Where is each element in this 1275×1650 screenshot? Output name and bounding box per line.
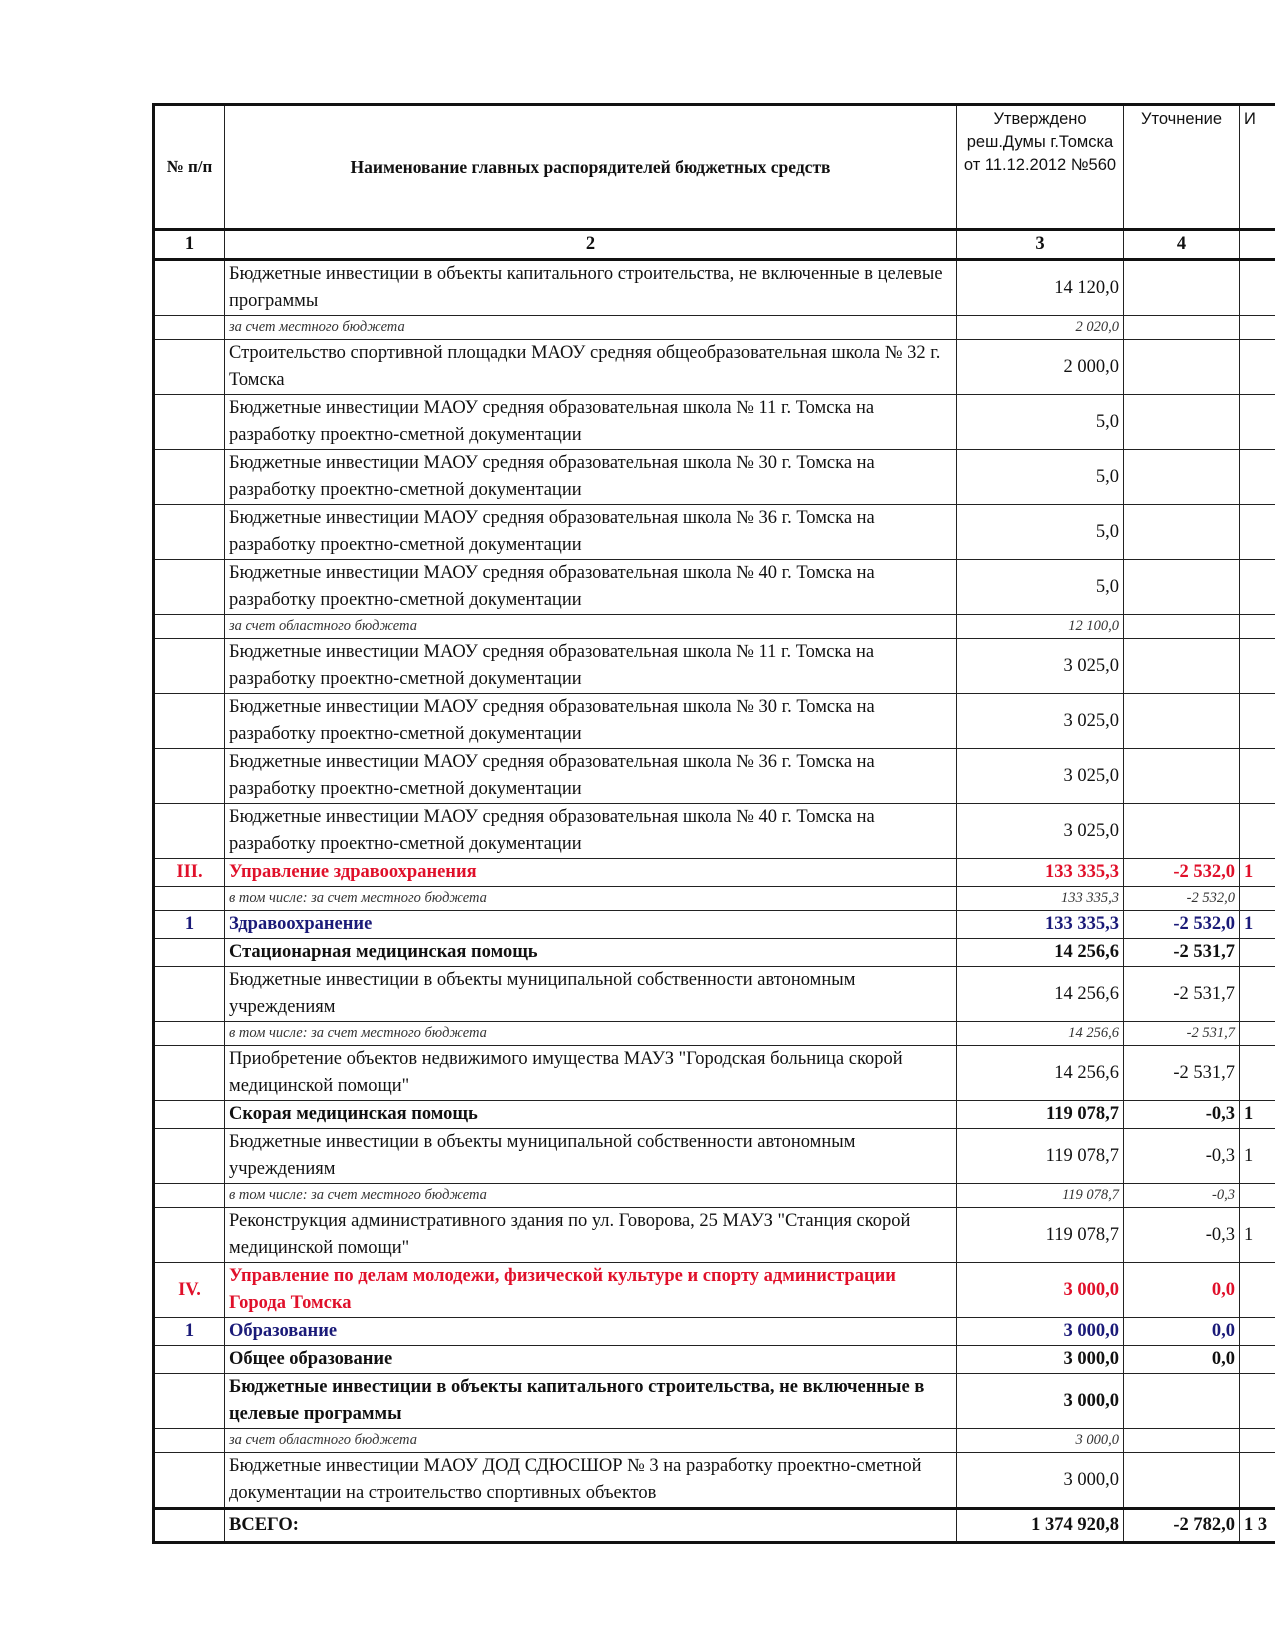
row-approved: 2 020,0 bbox=[957, 316, 1124, 340]
row-approved: 1 374 920,8 bbox=[957, 1509, 1124, 1543]
row-change bbox=[1124, 1374, 1240, 1429]
row-approved: 5,0 bbox=[957, 395, 1124, 450]
row-approved: 3 000,0 bbox=[957, 1263, 1124, 1318]
budget-table bbox=[152, 103, 1275, 1544]
table-row bbox=[154, 1184, 1275, 1208]
row-approved: 14 256,6 bbox=[957, 1022, 1124, 1046]
colnum-2: 2 bbox=[225, 230, 957, 260]
row-col5: 1 3 bbox=[1240, 1509, 1275, 1543]
row-col5 bbox=[1240, 967, 1275, 1022]
row-col5 bbox=[1240, 1022, 1275, 1046]
row-col5 bbox=[1240, 639, 1275, 694]
row-change: -0,3 bbox=[1124, 1101, 1240, 1129]
table-row bbox=[154, 1429, 1275, 1453]
row-approved: 133 335,3 bbox=[957, 911, 1124, 939]
row-name: Бюджетные инвестиции МАОУ средняя образовательная школа № 36 г. Томска на разработку проектно-сметной документации bbox=[225, 505, 957, 560]
row-col5 bbox=[1240, 749, 1275, 804]
row-number: 1 bbox=[154, 911, 225, 939]
table-row bbox=[154, 1509, 1275, 1543]
row-change: -2 532,0 bbox=[1124, 911, 1240, 939]
row-number bbox=[154, 1022, 225, 1046]
table-row bbox=[154, 615, 1275, 639]
table-row bbox=[154, 1046, 1275, 1101]
row-change: -0,3 bbox=[1124, 1129, 1240, 1184]
row-name: Бюджетные инвестиции МАОУ средняя образовательная школа № 40 г. Томска на разработку проектно-сметной документации bbox=[225, 804, 957, 859]
row-number bbox=[154, 1208, 225, 1263]
table-row bbox=[154, 804, 1275, 859]
row-approved: 119 078,7 bbox=[957, 1101, 1124, 1129]
row-col5 bbox=[1240, 1318, 1275, 1346]
row-name: в том числе: за счет местного бюджета bbox=[225, 1022, 957, 1046]
row-name: Бюджетные инвестиции МАОУ ДОД СДЮСШОР № 3 на разработку проектно-сметной документации на строительство спортивных объектов bbox=[225, 1453, 957, 1509]
row-approved: 119 078,7 bbox=[957, 1129, 1124, 1184]
row-col5 bbox=[1240, 1046, 1275, 1101]
row-change: -2 532,0 bbox=[1124, 887, 1240, 911]
row-change bbox=[1124, 1429, 1240, 1453]
row-number bbox=[154, 1453, 225, 1509]
row-approved: 12 100,0 bbox=[957, 615, 1124, 639]
table-row bbox=[154, 450, 1275, 505]
colnum-4: 4 bbox=[1124, 230, 1240, 260]
row-col5: 1 bbox=[1240, 911, 1275, 939]
row-name: Приобретение объектов недвижимого имущества МАУЗ "Городская больница скорой медицинской помощи" bbox=[225, 1046, 957, 1101]
colnum-5 bbox=[1240, 230, 1275, 260]
row-col5 bbox=[1240, 260, 1275, 316]
row-number bbox=[154, 639, 225, 694]
row-number bbox=[154, 939, 225, 967]
table-row bbox=[154, 316, 1275, 340]
table-row bbox=[154, 887, 1275, 911]
row-change: 0,0 bbox=[1124, 1263, 1240, 1318]
table-row bbox=[154, 1318, 1275, 1346]
row-approved: 133 335,3 bbox=[957, 859, 1124, 887]
row-number bbox=[154, 1509, 225, 1543]
row-number bbox=[154, 450, 225, 505]
row-name: Бюджетные инвестиции МАОУ средняя образовательная школа № 11 г. Томска на разработку проектно-сметной документации bbox=[225, 395, 957, 450]
row-number bbox=[154, 1374, 225, 1429]
row-approved: 133 335,3 bbox=[957, 887, 1124, 911]
row-number bbox=[154, 749, 225, 804]
row-change: -0,3 bbox=[1124, 1184, 1240, 1208]
row-col5 bbox=[1240, 1184, 1275, 1208]
row-approved: 119 078,7 bbox=[957, 1208, 1124, 1263]
row-name: за счет областного бюджета bbox=[225, 1429, 957, 1453]
row-col5 bbox=[1240, 887, 1275, 911]
row-number: III. bbox=[154, 859, 225, 887]
row-number bbox=[154, 560, 225, 615]
row-change: -2 782,0 bbox=[1124, 1509, 1240, 1543]
row-name: Бюджетные инвестиции в объекты муниципальной собственности автономным учреждениям bbox=[225, 1129, 957, 1184]
table-row bbox=[154, 1263, 1275, 1318]
row-col5 bbox=[1240, 316, 1275, 340]
row-approved: 3 000,0 bbox=[957, 1374, 1124, 1429]
row-name: Бюджетные инвестиции МАОУ средняя образовательная школа № 30 г. Томска на разработку проектно-сметной документации bbox=[225, 694, 957, 749]
row-approved: 3 000,0 bbox=[957, 1429, 1124, 1453]
row-col5: 1 bbox=[1240, 1129, 1275, 1184]
row-approved: 3 000,0 bbox=[957, 1346, 1124, 1374]
row-name: за счет местного бюджета bbox=[225, 316, 957, 340]
table-row bbox=[154, 1374, 1275, 1429]
row-number: IV. bbox=[154, 1263, 225, 1318]
row-approved: 5,0 bbox=[957, 450, 1124, 505]
row-col5 bbox=[1240, 1453, 1275, 1509]
row-name: в том числе: за счет местного бюджета bbox=[225, 887, 957, 911]
row-name: Скорая медицинская помощь bbox=[225, 1101, 957, 1129]
row-change: -2 531,7 bbox=[1124, 939, 1240, 967]
row-name: Строительство спортивной площадки МАОУ средняя общеобразовательная школа № 32 г. Томска bbox=[225, 340, 957, 395]
row-change bbox=[1124, 450, 1240, 505]
row-change bbox=[1124, 749, 1240, 804]
row-approved: 3 000,0 bbox=[957, 1318, 1124, 1346]
row-change: 0,0 bbox=[1124, 1318, 1240, 1346]
row-name: в том числе: за счет местного бюджета bbox=[225, 1184, 957, 1208]
row-number: 1 bbox=[154, 1318, 225, 1346]
colnum-1: 1 bbox=[154, 230, 225, 260]
row-number bbox=[154, 967, 225, 1022]
row-change: 0,0 bbox=[1124, 1346, 1240, 1374]
row-name: Общее образование bbox=[225, 1346, 957, 1374]
row-col5 bbox=[1240, 450, 1275, 505]
row-col5 bbox=[1240, 939, 1275, 967]
row-col5: 1 bbox=[1240, 859, 1275, 887]
table-row bbox=[154, 560, 1275, 615]
row-change: -2 531,7 bbox=[1124, 1046, 1240, 1101]
table-row bbox=[154, 340, 1275, 395]
table-row bbox=[154, 1101, 1275, 1129]
row-number bbox=[154, 1129, 225, 1184]
row-col5 bbox=[1240, 615, 1275, 639]
row-name: Бюджетные инвестиции в объекты муниципальной собственности автономным учреждениям bbox=[225, 967, 957, 1022]
row-number bbox=[154, 615, 225, 639]
row-approved: 3 025,0 bbox=[957, 694, 1124, 749]
row-approved: 14 256,6 bbox=[957, 1046, 1124, 1101]
table-row bbox=[154, 859, 1275, 887]
row-col5 bbox=[1240, 1263, 1275, 1318]
row-name: за счет областного бюджета bbox=[225, 615, 957, 639]
table-row bbox=[154, 939, 1275, 967]
table-row bbox=[154, 1346, 1275, 1374]
row-number bbox=[154, 1101, 225, 1129]
row-name: Управление по делам молодежи, физической культуре и спорту администрации Города Томска bbox=[225, 1263, 957, 1318]
row-change bbox=[1124, 260, 1240, 316]
table-row bbox=[154, 639, 1275, 694]
table-row bbox=[154, 1453, 1275, 1509]
row-approved: 3 025,0 bbox=[957, 749, 1124, 804]
row-change bbox=[1124, 1453, 1240, 1509]
row-change bbox=[1124, 505, 1240, 560]
table-row bbox=[154, 749, 1275, 804]
row-number bbox=[154, 395, 225, 450]
row-approved: 14 120,0 bbox=[957, 260, 1124, 316]
row-change: -0,3 bbox=[1124, 1208, 1240, 1263]
row-approved: 14 256,6 bbox=[957, 939, 1124, 967]
row-change bbox=[1124, 694, 1240, 749]
header-approved: Утверждено реш.Думы г.Томска от 11.12.2012 №560 bbox=[957, 105, 1124, 230]
row-number bbox=[154, 804, 225, 859]
row-name: Бюджетные инвестиции МАОУ средняя образовательная школа № 30 г. Томска на разработку проектно-сметной документации bbox=[225, 450, 957, 505]
row-col5 bbox=[1240, 694, 1275, 749]
budget-table-page bbox=[152, 103, 1275, 1544]
row-change bbox=[1124, 615, 1240, 639]
row-col5 bbox=[1240, 395, 1275, 450]
header-col5: И bbox=[1240, 105, 1275, 230]
row-name: Стационарная медицинская помощь bbox=[225, 939, 957, 967]
table-row bbox=[154, 911, 1275, 939]
row-col5 bbox=[1240, 1429, 1275, 1453]
row-change bbox=[1124, 340, 1240, 395]
row-approved: 3 000,0 bbox=[957, 1453, 1124, 1509]
row-change: -2 531,7 bbox=[1124, 967, 1240, 1022]
row-name: Реконструкция административного здания по ул. Говорова, 25 МАУЗ "Станция скорой медицинской помощи" bbox=[225, 1208, 957, 1263]
row-name: Бюджетные инвестиции в объекты капитального строительства, не включенные в целевые программы bbox=[225, 260, 957, 316]
row-col5: 1 bbox=[1240, 1208, 1275, 1263]
row-number bbox=[154, 887, 225, 911]
row-approved: 14 256,6 bbox=[957, 967, 1124, 1022]
row-change bbox=[1124, 560, 1240, 615]
row-approved: 119 078,7 bbox=[957, 1184, 1124, 1208]
table-row bbox=[154, 1208, 1275, 1263]
table-row bbox=[154, 1129, 1275, 1184]
table-row bbox=[154, 260, 1275, 316]
header-change: Уточнение bbox=[1124, 105, 1240, 230]
row-number bbox=[154, 260, 225, 316]
row-col5 bbox=[1240, 804, 1275, 859]
header-name: Наименование главных распорядителей бюджетных средств bbox=[225, 105, 957, 230]
row-number bbox=[154, 505, 225, 560]
row-approved: 3 025,0 bbox=[957, 804, 1124, 859]
row-change bbox=[1124, 316, 1240, 340]
row-approved: 5,0 bbox=[957, 505, 1124, 560]
row-number bbox=[154, 1046, 225, 1101]
row-col5 bbox=[1240, 1374, 1275, 1429]
row-change: -2 531,7 bbox=[1124, 1022, 1240, 1046]
row-name: ВСЕГО: bbox=[225, 1509, 957, 1543]
row-name: Управление здравоохранения bbox=[225, 859, 957, 887]
row-name: Бюджетные инвестиции в объекты капитального строительства, не включенные в целевые программы bbox=[225, 1374, 957, 1429]
row-col5: 1 bbox=[1240, 1101, 1275, 1129]
table-row bbox=[154, 1022, 1275, 1046]
row-name: Бюджетные инвестиции МАОУ средняя образовательная школа № 40 г. Томска на разработку проектно-сметной документации bbox=[225, 560, 957, 615]
row-change bbox=[1124, 639, 1240, 694]
row-number bbox=[154, 316, 225, 340]
row-name: Бюджетные инвестиции МАОУ средняя образовательная школа № 11 г. Томска на разработку проектно-сметной документации bbox=[225, 639, 957, 694]
row-name: Образование bbox=[225, 1318, 957, 1346]
row-change bbox=[1124, 395, 1240, 450]
row-approved: 2 000,0 bbox=[957, 340, 1124, 395]
table-body bbox=[154, 260, 1275, 1543]
header-number: № п/п bbox=[154, 105, 225, 230]
row-name: Бюджетные инвестиции МАОУ средняя образовательная школа № 36 г. Томска на разработку проектно-сметной документации bbox=[225, 749, 957, 804]
row-number bbox=[154, 1346, 225, 1374]
table-row bbox=[154, 505, 1275, 560]
row-col5 bbox=[1240, 505, 1275, 560]
row-approved: 3 025,0 bbox=[957, 639, 1124, 694]
table-row bbox=[154, 395, 1275, 450]
row-number bbox=[154, 1184, 225, 1208]
row-approved: 5,0 bbox=[957, 560, 1124, 615]
row-number bbox=[154, 694, 225, 749]
row-col5 bbox=[1240, 560, 1275, 615]
row-change bbox=[1124, 804, 1240, 859]
row-col5 bbox=[1240, 340, 1275, 395]
table-row bbox=[154, 694, 1275, 749]
row-change: -2 532,0 bbox=[1124, 859, 1240, 887]
colnum-3: 3 bbox=[957, 230, 1124, 260]
row-col5 bbox=[1240, 1346, 1275, 1374]
row-name: Здравоохранение bbox=[225, 911, 957, 939]
table-row bbox=[154, 967, 1275, 1022]
row-number bbox=[154, 1429, 225, 1453]
row-number bbox=[154, 340, 225, 395]
